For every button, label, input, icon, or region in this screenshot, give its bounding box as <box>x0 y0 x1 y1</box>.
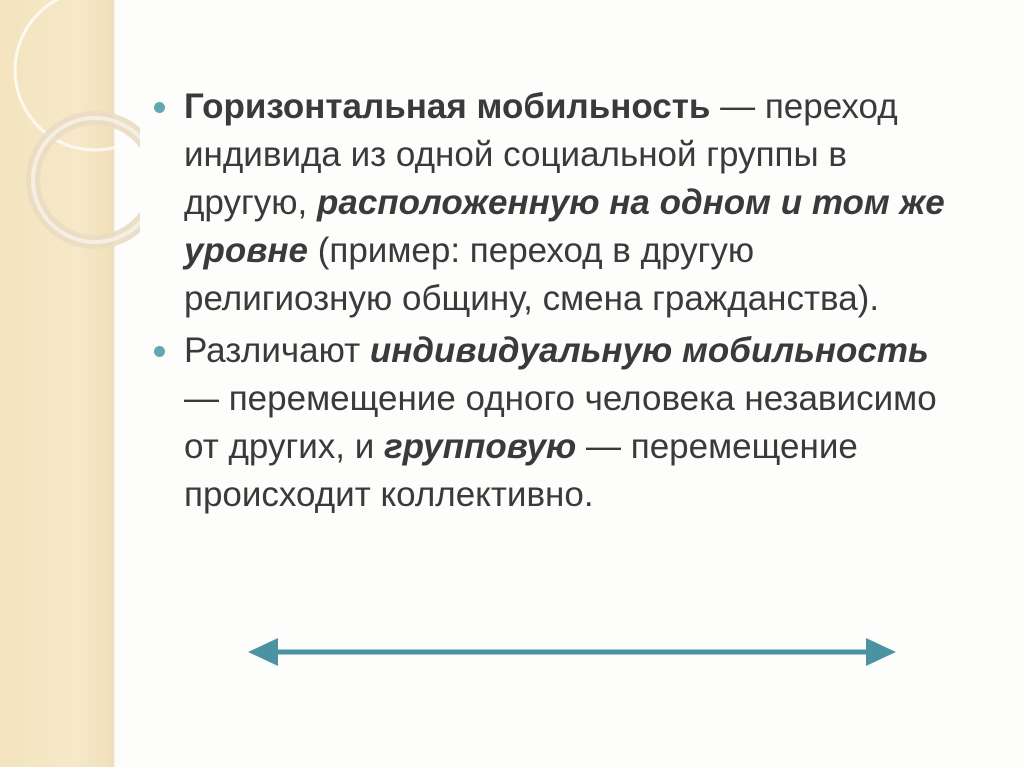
bullet-dot-icon <box>154 346 165 357</box>
bullet-text: — переход индивида из одной социальной группы в другую, <box>184 87 898 222</box>
emphasis-group: групповую <box>384 427 577 466</box>
double-headed-arrow-icon <box>248 630 896 674</box>
slide-body <box>150 83 970 523</box>
emphasis-individual-mobility: индивидуальную мобильность <box>369 331 929 370</box>
emphasis-same-level: расположенную на одном и том же уровне <box>184 183 945 270</box>
bullet-text: — перемещение одного человека независимо от других, и <box>184 379 937 466</box>
bullet-item-individual-group <box>150 327 970 519</box>
bullet-text: (пример: переход в другую религиозную общину, смена гражданства). <box>184 231 880 318</box>
bullet-text: — перемещение происходит коллективно. <box>184 427 858 514</box>
bullet-item-horizontal-mobility <box>150 83 970 323</box>
bullet-text: Различают <box>184 331 370 370</box>
term-horizontal-mobility: Горизонтальная мобильность <box>184 87 711 126</box>
bullet-dot-icon <box>154 102 165 113</box>
decorative-rings-icon <box>0 0 140 260</box>
